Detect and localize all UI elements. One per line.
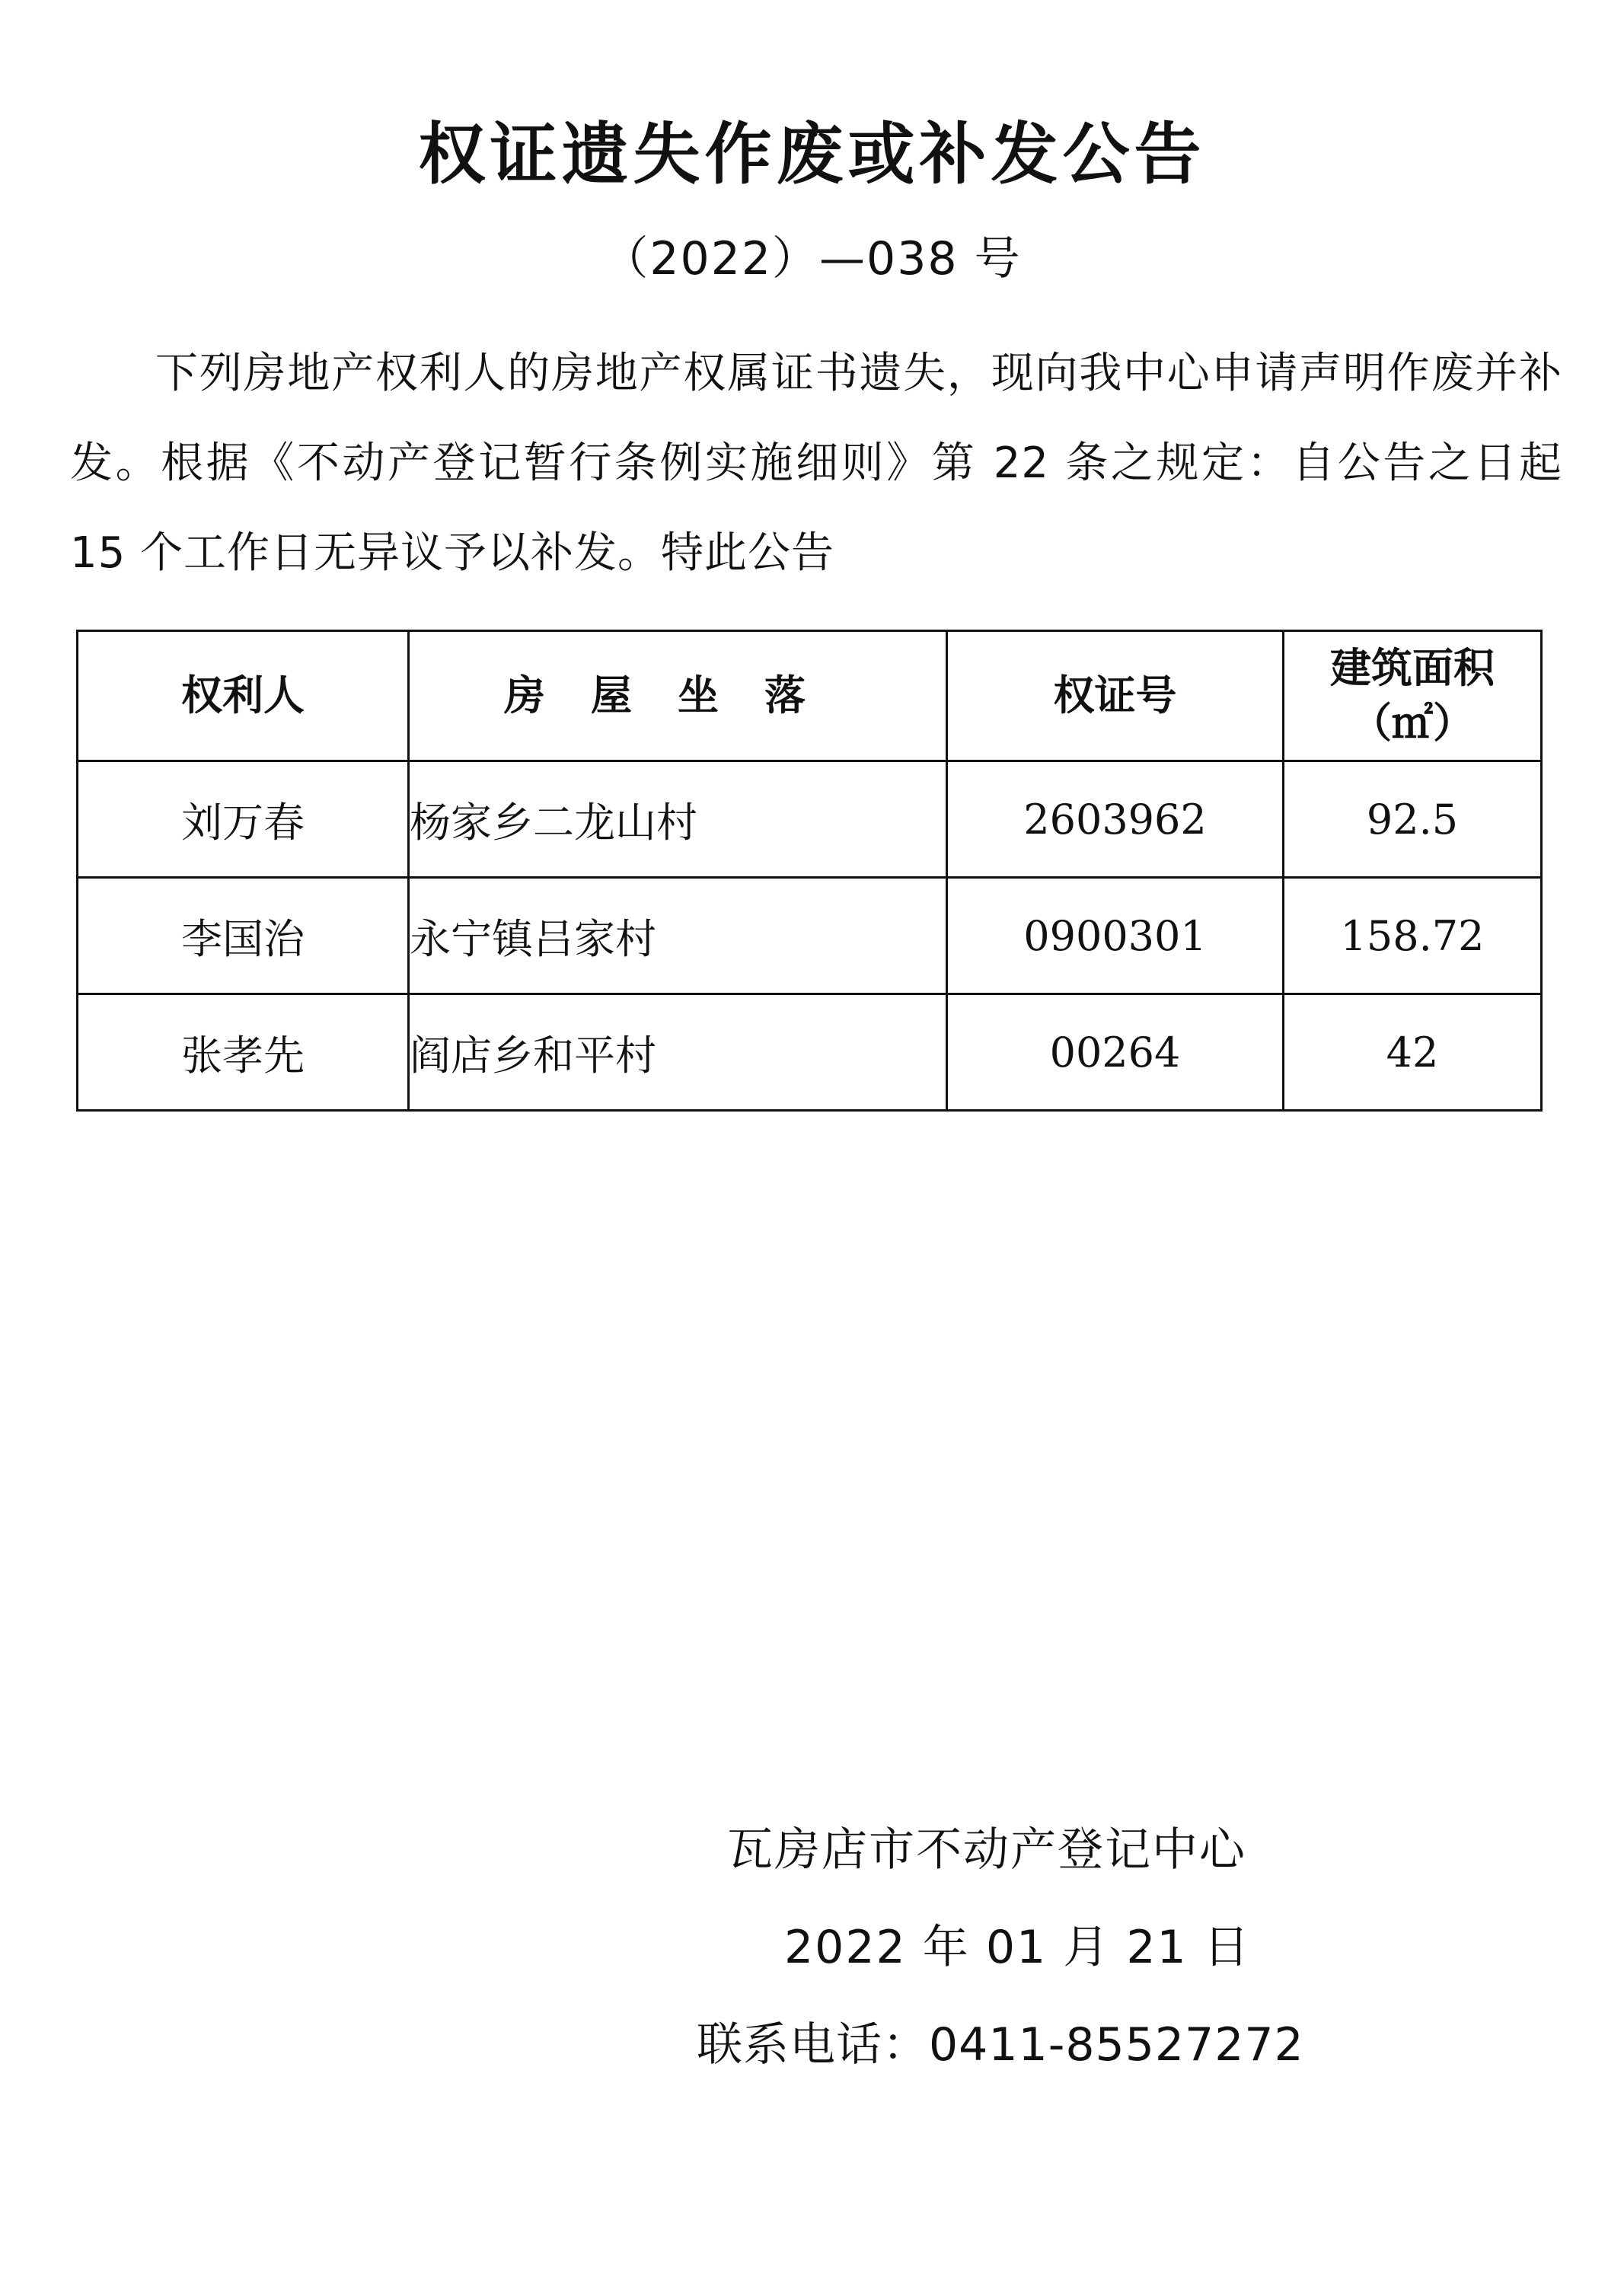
contact-phone: 联系电话：0411-85527272 xyxy=(697,2018,1304,2072)
notice-number: （2022）—038 号 xyxy=(602,232,1022,285)
header-certificate: 权证号 xyxy=(947,631,1284,761)
header-location: 房屋坐落 xyxy=(409,631,947,761)
cell-owner: 张孝先 xyxy=(78,994,409,1111)
cell-certificate: 00264 xyxy=(947,994,1284,1111)
cell-certificate: 2603962 xyxy=(947,761,1284,878)
cell-location: 永宁镇吕家村 xyxy=(409,878,947,994)
cell-owner: 李国治 xyxy=(78,878,409,994)
header-owner: 权利人 xyxy=(78,631,409,761)
issue-date: 2022 年 01 月 21 日 xyxy=(784,1921,1251,1974)
notice-title: 权证遗失作废或补发公告 xyxy=(418,115,1206,193)
cell-area: 158.72 xyxy=(1284,878,1542,994)
header-area xyxy=(1284,631,1542,761)
header-area-label: 建筑面积 xyxy=(1330,644,1495,692)
table-row xyxy=(78,878,1542,994)
cell-area: 42 xyxy=(1284,994,1542,1111)
table-row xyxy=(78,994,1542,1111)
cell-location: 杨家乡二龙山村 xyxy=(409,761,947,878)
cell-location: 阎店乡和平村 xyxy=(409,994,947,1111)
issuing-organization: 瓦房店市不动产登记中心 xyxy=(727,1823,1246,1877)
cell-area: 92.5 xyxy=(1284,761,1542,878)
table-row xyxy=(78,761,1542,878)
table-header-row xyxy=(78,631,1542,761)
header-area-unit: （㎡） xyxy=(1351,699,1474,747)
records-table xyxy=(76,630,1543,1112)
cell-certificate: 0900301 xyxy=(947,878,1284,994)
cell-owner: 刘万春 xyxy=(78,761,409,878)
notice-body: 下列房地产权利人的房地产权属证书遗失，现向我中心申请声明作废并补发。根据《不动产登记暂行条例实施细则》第 22 条之规定：自公告之日起 15 个工作日无异议予以补发。特此公告 xyxy=(70,349,1562,578)
